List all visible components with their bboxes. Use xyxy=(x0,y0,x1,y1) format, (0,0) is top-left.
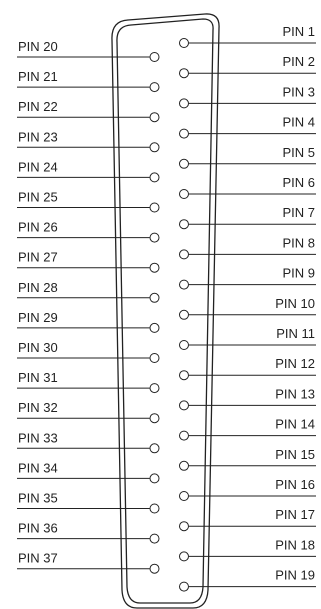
left-pin xyxy=(17,340,159,363)
pin-contact xyxy=(150,233,159,242)
pin-contact xyxy=(150,384,159,393)
left-pin xyxy=(17,370,159,393)
right-pin xyxy=(180,54,317,78)
pin-contact xyxy=(150,293,159,302)
pin-contact xyxy=(180,492,189,501)
pin-label: PIN 13 xyxy=(275,386,315,402)
pin-contact xyxy=(180,341,189,350)
pin-label: PIN 16 xyxy=(275,477,315,492)
pin-label: PIN 23 xyxy=(18,129,58,145)
pin-label: PIN 17 xyxy=(275,507,315,523)
pin-contact xyxy=(150,474,159,483)
left-pin xyxy=(17,190,159,213)
pin-label: PIN 30 xyxy=(18,340,58,355)
right-pin xyxy=(180,115,317,139)
pin-label: PIN 20 xyxy=(18,39,58,54)
pin-contact xyxy=(180,431,189,440)
pin-label: PIN 34 xyxy=(18,460,58,476)
right-pin xyxy=(180,386,317,410)
pin-label: PIN 11 xyxy=(276,326,315,341)
right-pin xyxy=(180,417,317,441)
pin-label: PIN 19 xyxy=(275,567,315,583)
right-pin xyxy=(180,24,317,48)
left-pin xyxy=(17,159,159,182)
pin-label: PIN 31 xyxy=(18,370,58,386)
pin-contact xyxy=(180,39,189,48)
pin-label: PIN 26 xyxy=(18,219,58,235)
pin-contact xyxy=(150,323,159,332)
pin-label: PIN 22 xyxy=(18,99,58,115)
right-pin xyxy=(180,326,317,350)
right-pin xyxy=(180,175,317,199)
right-pin xyxy=(180,145,317,169)
pin-label: PIN 18 xyxy=(275,537,315,553)
pin-contact xyxy=(150,83,159,92)
pin-contact xyxy=(180,159,189,168)
pin-contact xyxy=(150,444,159,453)
right-pin xyxy=(180,296,317,320)
pin-contact xyxy=(180,310,189,319)
left-pin xyxy=(17,310,159,333)
pin-label: PIN 6 xyxy=(282,175,315,190)
left-pin xyxy=(17,430,159,453)
right-pin xyxy=(180,447,317,471)
left-pin xyxy=(17,400,159,423)
right-pin xyxy=(180,235,317,259)
right-pin-row xyxy=(180,24,317,591)
left-pin xyxy=(17,491,159,514)
pin-label: PIN 24 xyxy=(18,159,58,175)
right-pin xyxy=(180,568,317,592)
left-pin xyxy=(17,521,159,544)
pin-contact xyxy=(150,113,159,122)
pin-contact xyxy=(150,263,159,272)
pin-contact xyxy=(150,354,159,363)
pin-contact xyxy=(180,522,189,531)
left-pin xyxy=(17,460,159,483)
pin-contact xyxy=(180,582,189,591)
connector-shell-inner xyxy=(117,19,213,603)
left-pin xyxy=(17,99,159,122)
left-pin xyxy=(17,551,159,574)
pin-contact xyxy=(150,504,159,513)
pin-contact xyxy=(180,461,189,470)
left-pin xyxy=(17,69,159,92)
pin-label: PIN 4 xyxy=(282,114,315,130)
pin-label: PIN 29 xyxy=(18,309,58,325)
right-pin xyxy=(180,477,317,501)
pin-label: PIN 27 xyxy=(18,249,58,265)
left-pin-row xyxy=(17,39,159,573)
pin-label: PIN 14 xyxy=(275,416,315,432)
pin-label: PIN 5 xyxy=(282,144,315,160)
pin-contact xyxy=(150,173,159,182)
pin-label: PIN 12 xyxy=(275,356,315,372)
left-pin xyxy=(17,250,159,273)
pin-label: PIN 36 xyxy=(18,520,58,536)
pin-label: PIN 28 xyxy=(18,279,58,295)
left-pin xyxy=(17,39,159,62)
right-pin xyxy=(180,356,317,380)
pin-label: PIN 10 xyxy=(275,295,315,311)
pin-label: PIN 32 xyxy=(18,400,58,416)
pin-label: PIN 1 xyxy=(282,24,315,39)
pin-label: PIN 8 xyxy=(282,235,315,251)
pin-contact xyxy=(150,203,159,212)
pin-label: PIN 3 xyxy=(282,84,315,100)
left-pin xyxy=(17,280,159,303)
pin-contact xyxy=(150,53,159,62)
pin-contact xyxy=(180,99,189,108)
right-pin xyxy=(180,205,317,229)
pin-label: PIN 35 xyxy=(18,490,58,506)
left-pin xyxy=(17,220,159,243)
pin-label: PIN 33 xyxy=(18,430,58,446)
pin-label: PIN 7 xyxy=(282,205,315,221)
pin-label: PIN 15 xyxy=(275,446,315,462)
pin-contact xyxy=(180,371,189,380)
pin-contact xyxy=(150,534,159,543)
right-pin xyxy=(180,537,317,561)
pin-contact xyxy=(180,401,189,410)
pin-contact xyxy=(150,414,159,423)
pin-contact xyxy=(180,129,189,138)
pin-label: PIN 9 xyxy=(282,265,315,281)
pin-contact xyxy=(180,69,189,78)
pin-label: PIN 25 xyxy=(18,189,58,205)
pin-contact xyxy=(180,220,189,229)
pin-label: PIN 21 xyxy=(18,69,58,85)
pin-label: PIN 37 xyxy=(18,550,58,566)
right-pin xyxy=(180,507,317,531)
pin-label: PIN 2 xyxy=(282,54,315,70)
pin-contact xyxy=(180,190,189,199)
left-pin xyxy=(17,129,159,152)
pin-contact xyxy=(180,280,189,289)
right-pin xyxy=(180,84,317,108)
pin-contact xyxy=(180,250,189,259)
pin-contact xyxy=(150,143,159,152)
pin-contact xyxy=(180,552,189,561)
right-pin xyxy=(180,266,317,290)
pin-contact xyxy=(150,564,159,573)
